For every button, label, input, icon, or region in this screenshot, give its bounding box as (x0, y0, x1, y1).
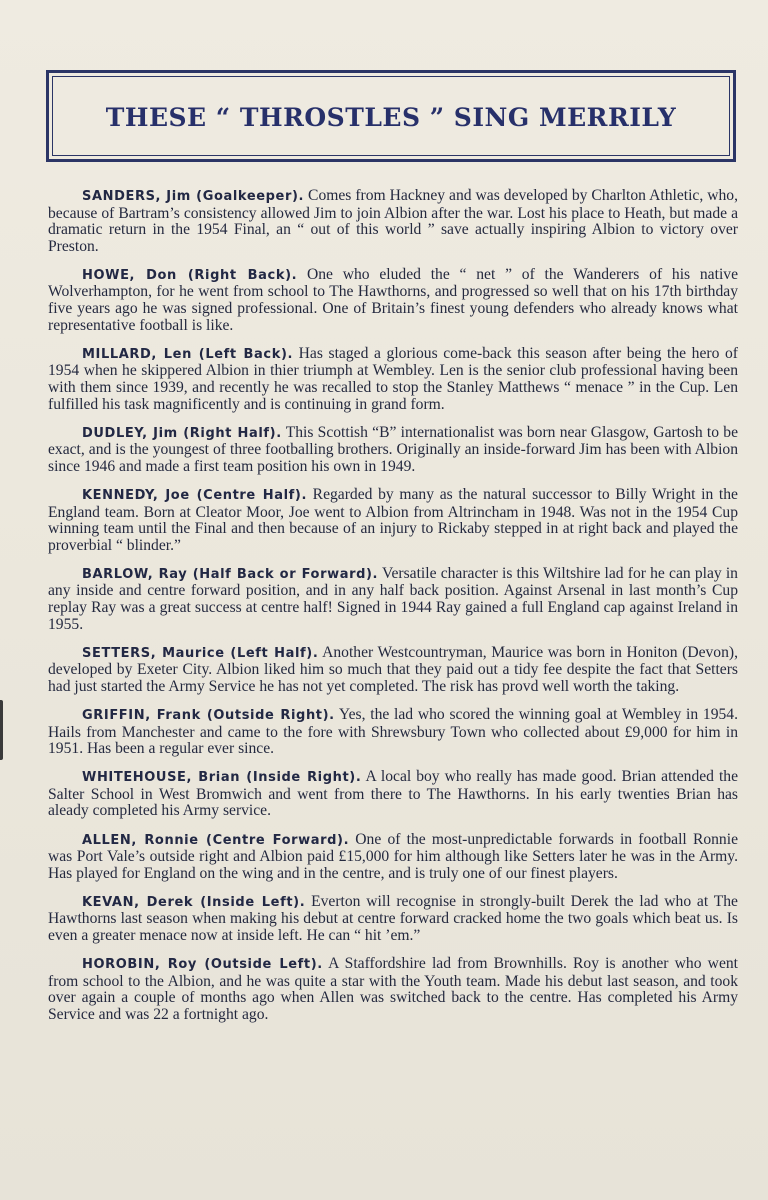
player-bio: One of the most-unpredictable forwards in football Ronnie was Port Vale’s outside right and Albion paid £15,000 for him although like Setters later he was in the Army. Has played for England on the wing and in the centre, and is truly one of our finest players. (48, 830, 738, 882)
player-entry (48, 832, 738, 883)
binder-mark (0, 700, 3, 760)
player-name: WHITEHOUSE, Brian (Inside Right). (82, 770, 362, 786)
player-bio: Regarded by many as the natural successor to Billy Wright in the England team. Born at Cleator Moor, Joe went to Albion from Altrincham in 1948. Was not in the 1954 Cup winning team until the Final and then because of an injury to Rickaby stepped in at right back and played the proverbial “ blinder.” (48, 485, 738, 554)
player-entry (48, 188, 738, 255)
player-entry (48, 894, 738, 945)
player-entry (48, 487, 738, 554)
player-name: MILLARD, Len (Left Back). (82, 346, 294, 362)
player-list (48, 188, 738, 1035)
player-bio: Versatile character is this Wiltshire lad for he can play in any inside and centre forward position, and in any half back position. Against Arsenal in last month’s Cup replay Ray was a great success at centre half! Signed in 1944 Ray gained a full England cap against Ireland in 1955. (48, 564, 738, 633)
player-entry (48, 645, 738, 696)
player-name: ALLEN, Ronnie (Centre Forward). (82, 832, 350, 848)
player-entry (48, 769, 738, 820)
player-name: DUDLEY, Jim (Right Half). (82, 425, 282, 441)
player-bio: One who eluded the “ net ” of the Wanderers of his native Wolverhampton, for he went from school to The Hawthorns, and progressed so well that on his 17th birthday five years ago he was signed professional. One of Britain’s finest young defenders who already knows what representative football is like. (48, 265, 738, 334)
player-bio: Another Westcountryman, Maurice was born in Honiton (Devon), developed by Exeter City. Albion liked him so much that they paid out a tidy fee despite the fact that Setters had just started the Army Service he has not yet completed. The risk has provd well worth the taking. (48, 643, 738, 695)
player-name: BARLOW, Ray (Half Back or Forward). (82, 566, 379, 582)
player-name: HOWE, Don (Right Back). (82, 267, 298, 283)
player-name: SANDERS, Jim (Goalkeeper). (82, 189, 305, 204)
player-bio: This Scottish “B” internationalist was born near Glasgow, Gartosh to be exact, and is the youngest of three footballing brothers. Originally an inside-forward Jim has been with Albion since 1946 and made a first team position his own in 1949. (48, 423, 738, 475)
player-bio: Everton will recognise in strongly-built Derek the lad who at The Hawthorns last season when making his debut at centre forward cracked home the two goals which beat us. Is even a greater menace now at inside left. He can “ hit ’em.” (48, 892, 738, 944)
player-entry (48, 425, 738, 476)
player-name: HOROBIN, Roy (Outside Left). (82, 957, 323, 973)
player-entry (48, 707, 738, 758)
player-entry (48, 267, 738, 334)
player-bio: Yes, the lad who scored the winning goal at Wembley in 1954. Hails from Manchester and came to the fore with Shrewsbury Town who collected about £9,000 for him in 1951. Has been a regular ever since. (48, 705, 738, 758)
player-bio: Has staged a glorious come-back this season after being the hero of 1954 when he skippered Albion in thier triumph at Wembley. Len is the senior club professional having been with them since 1939, and recently he was recalled to stop the Stanley Matthews “ menace ” in the Cup. Len fulfilled his task magnificently and is continuing in grand form. (48, 344, 738, 413)
player-name: GRIFFIN, Frank (Outside Right). (82, 707, 335, 723)
player-entry (48, 346, 738, 413)
player-entry (48, 956, 738, 1023)
player-bio: A local boy who really has made good. Brian attended the Salter School in West Bromwich and went from there to The Hawthorns. In his early twenties Brian has aleady completed his Army service. (48, 768, 739, 820)
player-name: KENNEDY, Joe (Centre Half). (82, 487, 307, 503)
player-name: SETTERS, Maurice (Left Half). (82, 645, 319, 661)
player-entry (48, 566, 738, 633)
player-bio: A Staffordshire lad from Brownhills. Roy is another who went from school to the Albion, and he was quite a star with the Youth team. Made his debut last season, and took over again a couple of months ago when Allen was switched back to the centre. Has completed his Army Service and was 22 a fortnight ago. (48, 955, 738, 1023)
player-name: KEVAN, Derek (Inside Left). (82, 894, 306, 910)
page-title: THESE “ THROSTLES ” SING MERRILY (105, 102, 677, 132)
title-box (46, 70, 736, 162)
player-bio: Comes from Hackney and was developed by Charlton Athletic, who, because of Bartram’s consistency allowed Jim to join Albion after the war. Lost his place to Heath, but made a dramatic return in the 1954 Final, an “ out of this world ” save actually inspiring Albion to victory over Preston. (48, 187, 738, 255)
